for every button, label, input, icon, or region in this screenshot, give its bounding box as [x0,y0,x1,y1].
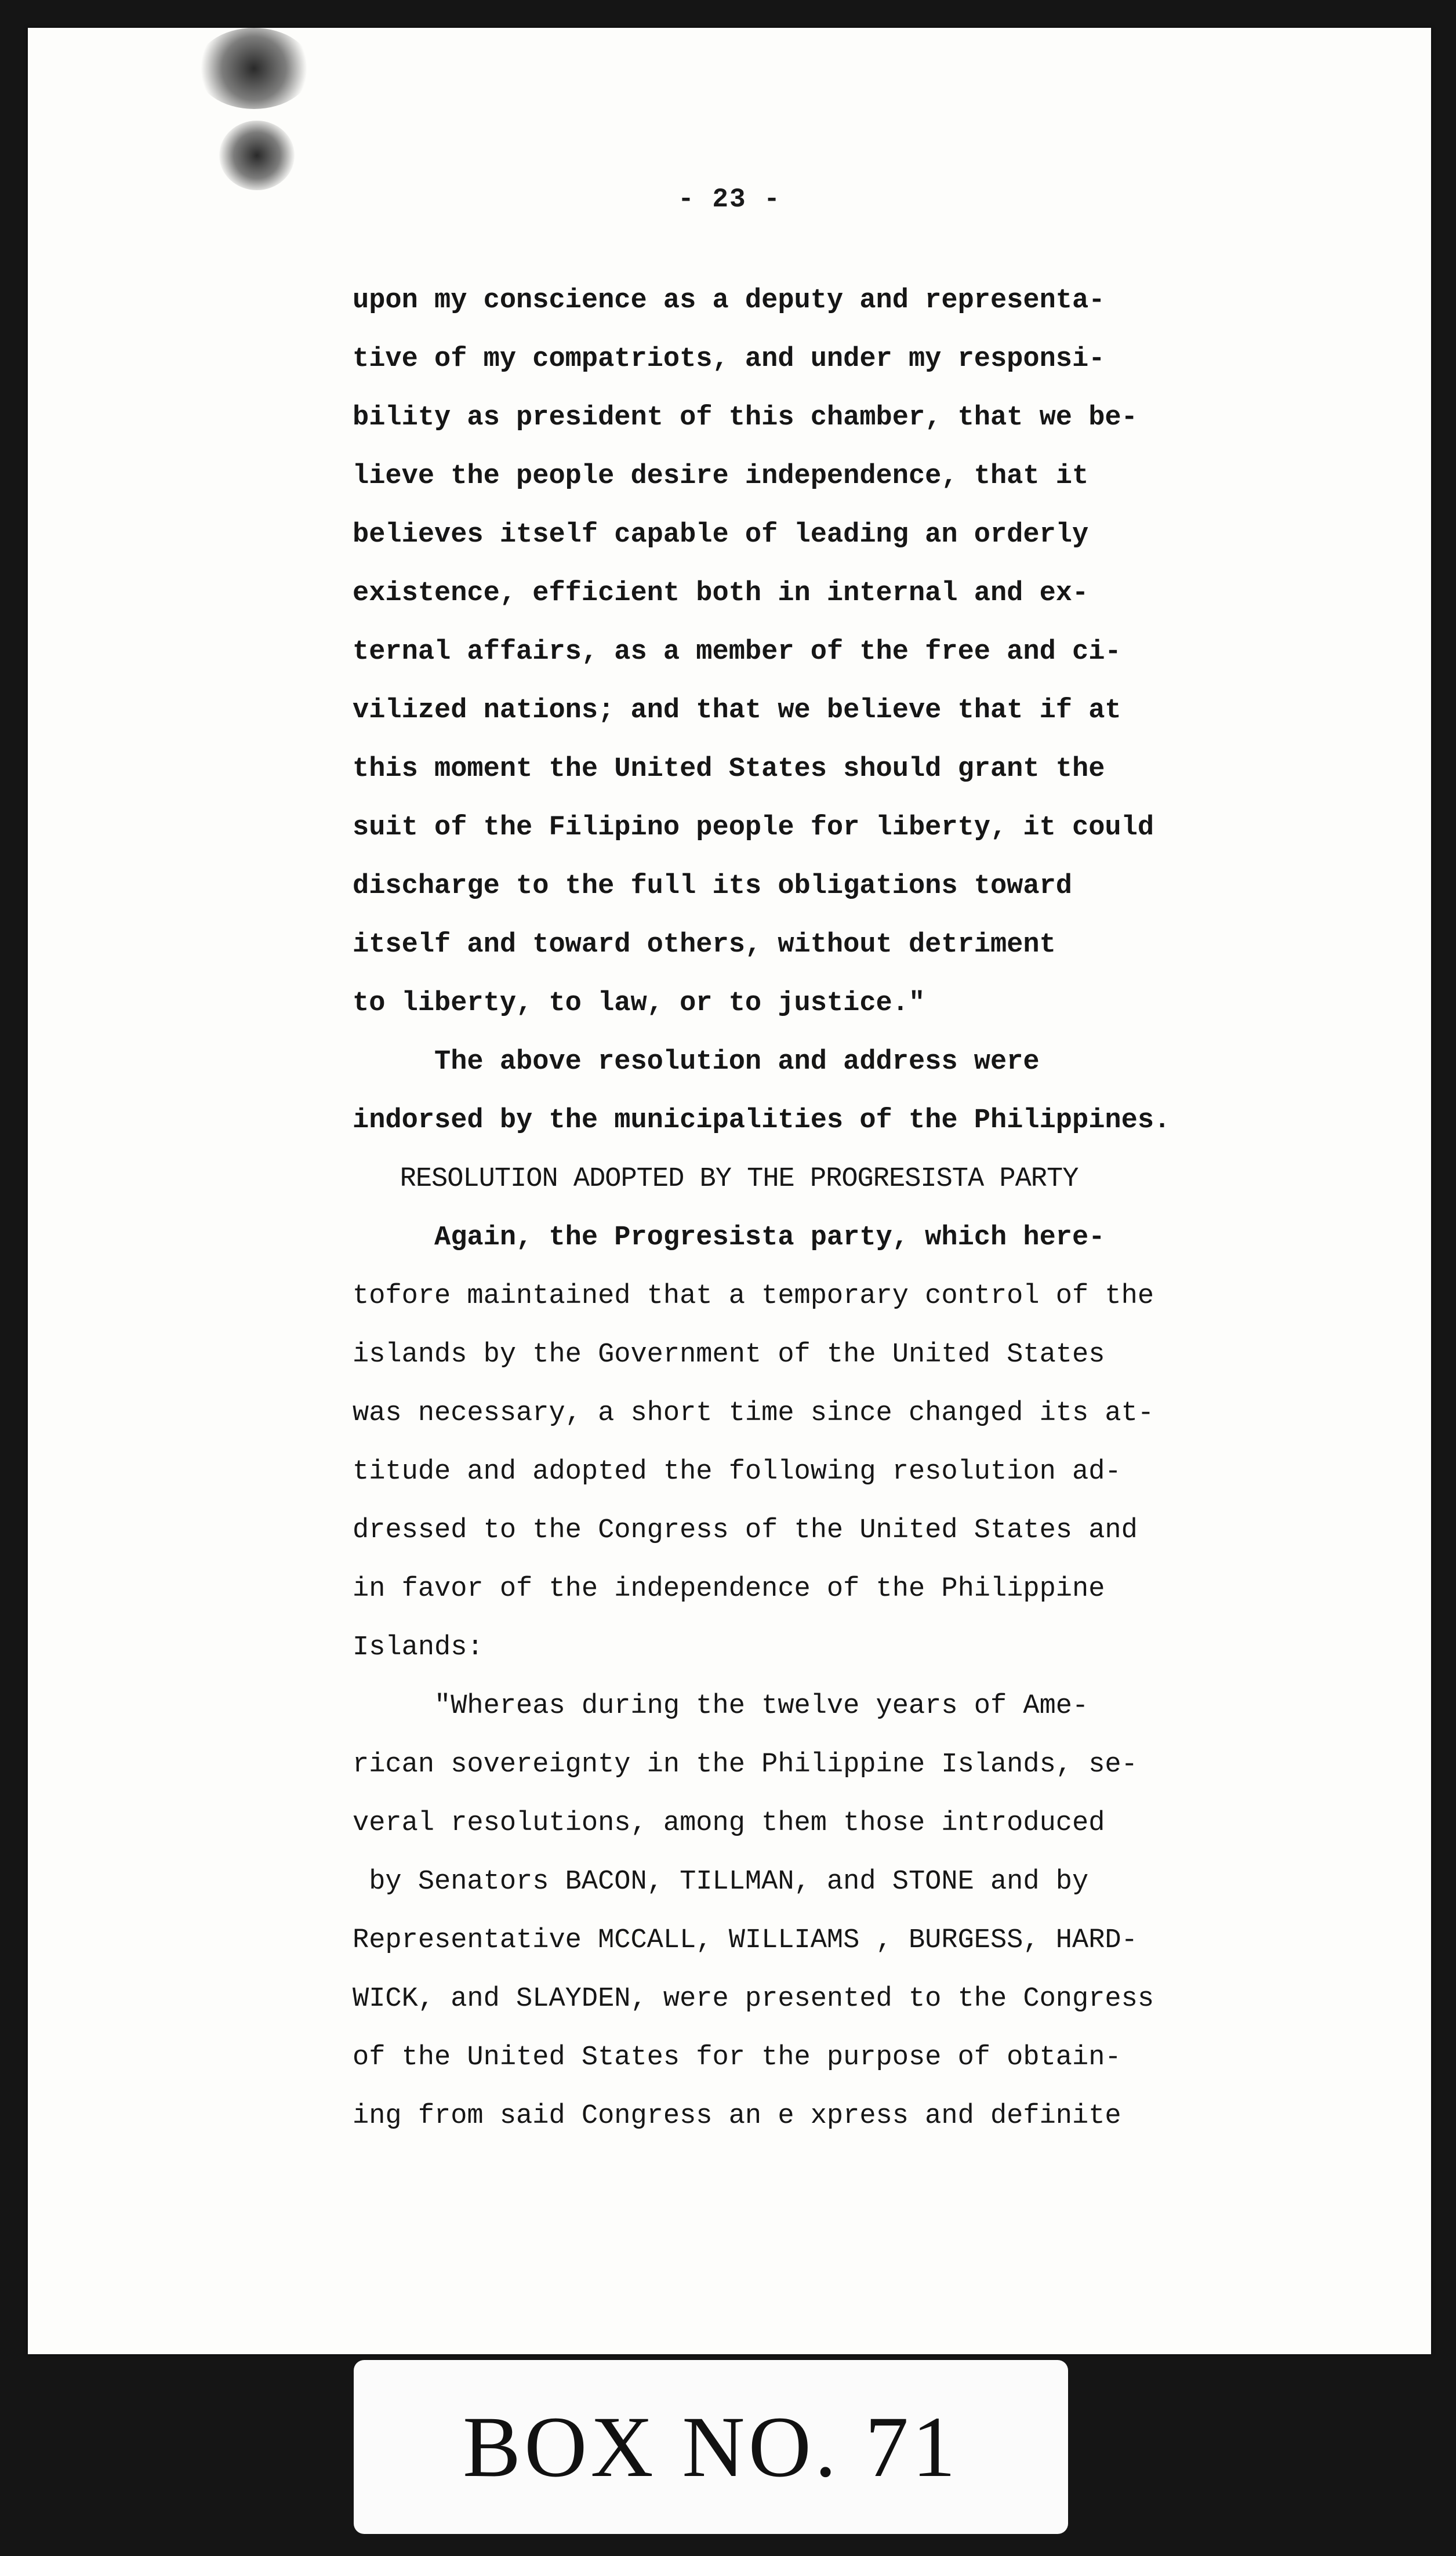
section-heading: RESOLUTION ADOPTED BY THE PROGRESISTA PARTY [353,1164,1079,1195]
text-line: titude and adopted the following resolution ad- [353,1457,1121,1487]
text-line: indorsed by the municipalities of the Philippines. [353,1105,1171,1136]
text-line: by Senators BACON, TILLMAN, and STONE and by [353,1867,1089,1897]
text-line: ing from said Congress an e xpress and definite [353,2101,1121,2132]
text-line: lieve the people desire independence, that it [353,461,1089,492]
text-line: tive of my compatriots, and under my responsi- [353,344,1105,375]
text-line: itself and toward others, without detriment [353,930,1056,960]
text-line: this moment the United States should grant the [353,754,1105,785]
text-line: of the United States for the purpose of obtain- [353,2042,1121,2073]
text-line: dressed to the Congress of the United States and [353,1515,1138,1546]
ink-smudge [219,121,295,190]
text-line: was necessary, a short time since changed its at- [353,1398,1154,1429]
text-line: islands by the Government of the United States [353,1339,1105,1370]
ink-smudge [196,28,312,109]
text-line: to liberty, to law, or to justice." [353,988,925,1019]
text-line: veral resolutions, among them those introduced [353,1808,1105,1839]
text-line: tofore maintained that a temporary control of the [353,1281,1154,1312]
text-line: Representative MCCALL, WILLIAMS , BURGESS, HARD- [353,1925,1138,1956]
text-line: Islands: [353,1632,484,1663]
text-line: WICK, and SLAYDEN, were presented to the Congress [353,1984,1154,2014]
text-line: ternal affairs, as a member of the free and ci- [353,637,1121,667]
document-page [28,28,1431,2354]
page-number: - 23 - [678,184,781,215]
text-line: suit of the Filipino people for liberty, it could [353,812,1154,843]
text-line: rican sovereignty in the Philippine Islands, se- [353,1749,1138,1780]
box-number-label [354,2360,1068,2534]
text-line: bility as president of this chamber, that we be- [353,402,1138,433]
box-number-text: BOX NO. 71 [463,2399,959,2495]
text-line: Again, the Progresista party, which here- [353,1222,1105,1253]
text-line: in favor of the independence of the Philippine [353,1574,1105,1604]
text-line: The above resolution and address were [353,1047,1040,1077]
text-line: discharge to the full its obligations toward [353,871,1073,902]
body-text [353,271,1280,2145]
text-line: vilized nations; and that we believe that if at [353,695,1121,726]
text-line: "Whereas during the twelve years of Ame- [353,1691,1089,1722]
text-line: upon my conscience as a deputy and representa- [353,285,1105,316]
text-line: believes itself capable of leading an orderly [353,520,1089,550]
text-line: existence, efficient both in internal and ex- [353,578,1089,609]
